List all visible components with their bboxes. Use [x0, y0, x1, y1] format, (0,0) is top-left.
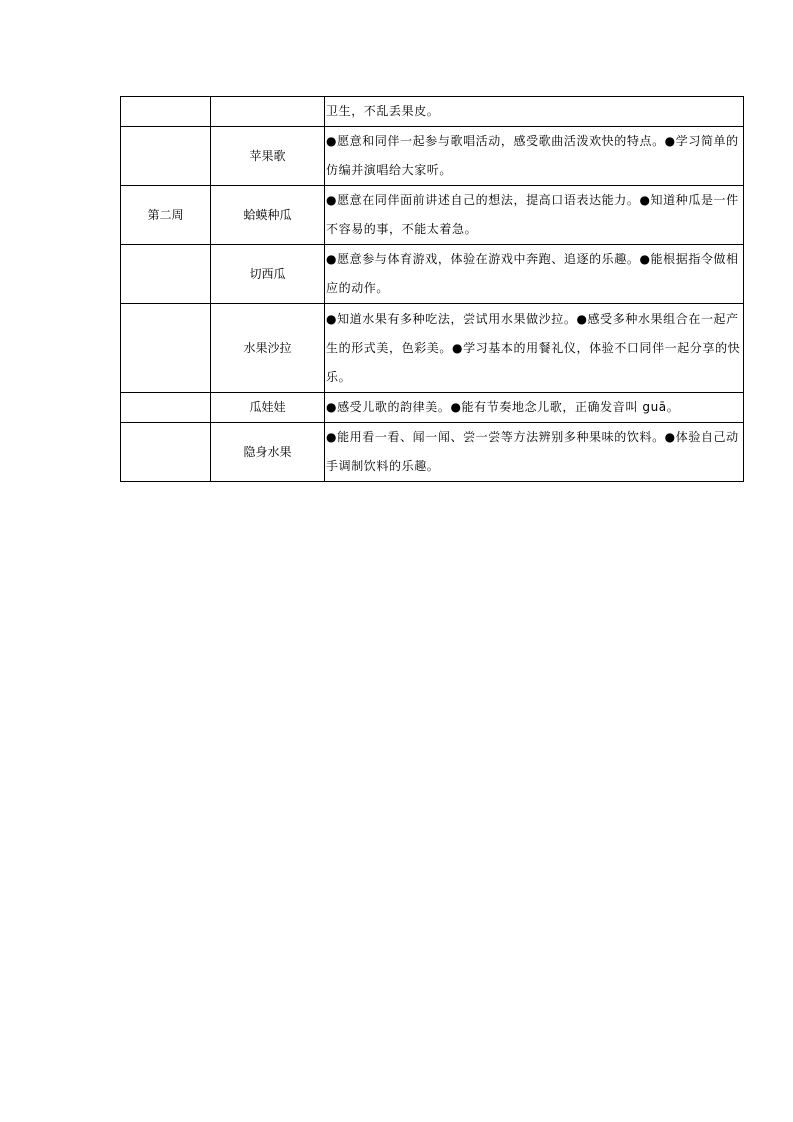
activity-goals-cell: ●知道水果有多种吃法，尝试用水果做沙拉。●感受多种水果组合在一起产生的形式美，色彩美。●学习基本的用餐礼仪，体验不口同伴一起分享的快乐。 [325, 304, 744, 393]
activity-goals-cell: ●愿意和同伴一起参与歌唱活动，感受歌曲活泼欢快的特点。●学习简单的仿编并演唱给大家听。 [325, 127, 744, 186]
activity-title-cell: 隐身水果 [211, 423, 325, 482]
table-row [121, 97, 744, 127]
table-row [121, 186, 744, 245]
week-cell [121, 245, 211, 304]
activity-goals-cell: ●愿意在同伴面前讲述自己的想法，提高口语表达能力。●知道种瓜是一件不容易的事，不能太着急。 [325, 186, 744, 245]
activity-title-cell: 瓜娃娃 [211, 393, 325, 423]
table-row [121, 127, 744, 186]
activity-title-cell: 蛤蟆种瓜 [211, 186, 325, 245]
table-row [121, 304, 744, 393]
activity-title-cell: 苹果歌 [211, 127, 325, 186]
table-row [121, 245, 744, 304]
table-row [121, 393, 744, 423]
week-cell [121, 304, 211, 393]
activity-goals-cell: ●愿意参与体育游戏，体验在游戏中奔跑、追逐的乐趣。●能根据指令做相应的动作。 [325, 245, 744, 304]
week-cell [121, 127, 211, 186]
activity-goals-cell: 卫生，不乱丢果皮。 [325, 97, 744, 127]
week-cell [121, 97, 211, 127]
activity-goals-cell: ●能用看一看、闻一闻、尝一尝等方法辨别多种果味的饮料。●体验自己动手调制饮料的乐趣。 [325, 423, 744, 482]
week-cell: 第二周 [121, 186, 211, 245]
table-row [121, 423, 744, 482]
activity-plan-table [120, 96, 744, 482]
week-cell [121, 423, 211, 482]
activity-title-cell: 水果沙拉 [211, 304, 325, 393]
activity-title-cell [211, 97, 325, 127]
activity-title-cell: 切西瓜 [211, 245, 325, 304]
week-cell [121, 393, 211, 423]
activity-goals-cell: ●感受儿歌的韵律美。●能有节奏地念儿歌，正确发音叫 guā。 [325, 393, 744, 423]
